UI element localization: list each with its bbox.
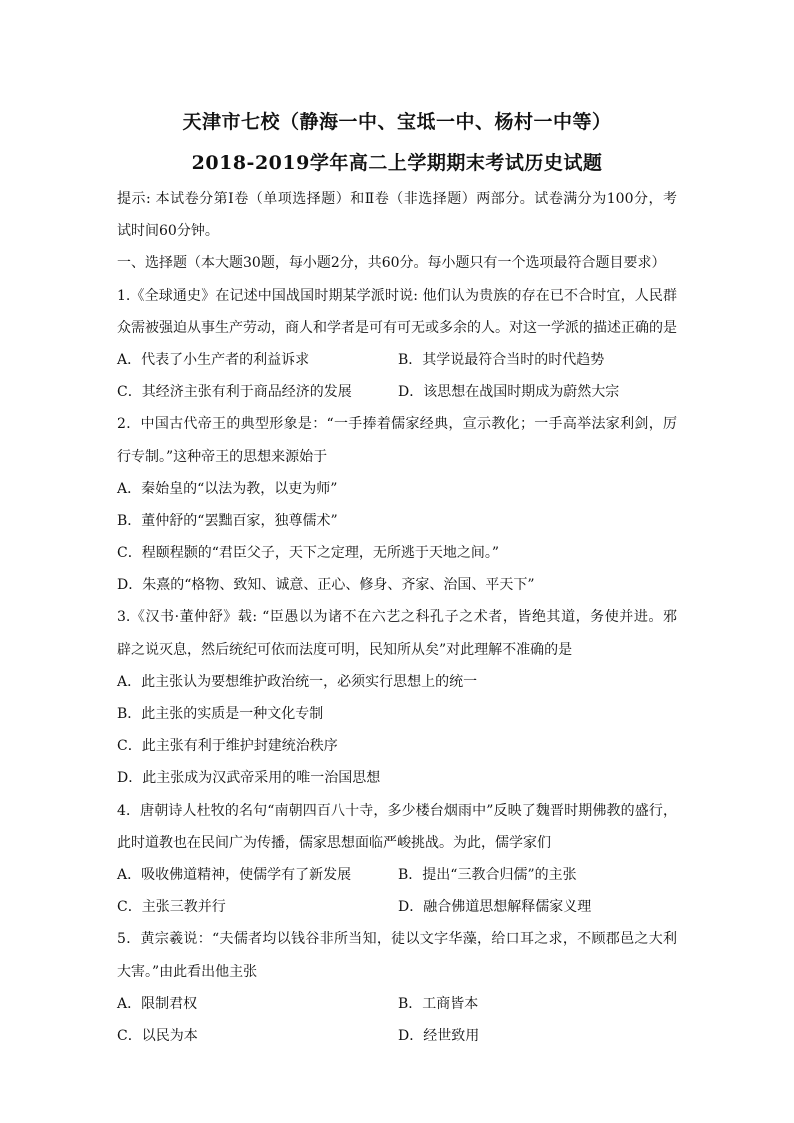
option-b: B．其学说最符合当时的时代趋势	[398, 351, 605, 368]
option-a: A．限制君权	[117, 995, 198, 1012]
option-a: A．代表了小生产者的利益诉求	[117, 351, 310, 368]
exam-title-line1: 天津市七校（静海一中、宝坻一中、杨村一中等）	[182, 111, 612, 133]
notice-line: 试时间60分钟。	[117, 223, 219, 240]
option-d: D．经世致用	[398, 1027, 480, 1044]
question-4-options-row	[117, 891, 677, 923]
question-2-stem: 2．中国古代帝王的典型形象是：“一手捧着儒家经典，宣示教化；一手高举法家利剑，厉	[117, 416, 677, 433]
option-b: B．董仲舒的“罢黜百家，独尊儒术”	[117, 512, 338, 529]
option-d: D．该思想在战国时期成为蔚然大宗	[398, 384, 620, 401]
option-a: A．秦始皇的“以法为教，以吏为师”	[117, 480, 338, 497]
option-c: C．以民为本	[117, 1027, 198, 1044]
question-3-stem: 辟之说灭息，然后统纪可依而法度可明，民知所从矣”对此理解不准确的是	[117, 641, 573, 658]
question-5-options-row	[117, 1020, 677, 1052]
option-c: C．其经济主张有利于商品经济的发展	[117, 384, 352, 401]
notice-line: 提示: 本试卷分第Ⅰ卷（单项选择题）和Ⅱ卷（非选择题）两部分。试卷满分为100分，考	[117, 191, 677, 207]
option-b: B．工商皆本	[398, 995, 479, 1012]
question-5-options-row	[117, 988, 677, 1020]
option-c: C．程颐程颢的“君臣父子，天下之定理，无所逃于天地之间。”	[117, 545, 500, 562]
question-4-stem: 4．唐朝诗人杜牧的名句“南朝四百八十寺，多少楼台烟雨中”反映了魏晋时期佛教的盛行，	[117, 802, 677, 819]
option-c: C．主张三教并行	[117, 899, 226, 916]
question-1-stem: 众需被强迫从事生产劳动，商人和学者是可有可无或多余的人。对这一学派的描述正确的是	[117, 319, 677, 336]
section-heading: 一、选择题（本大题30题，每小题2分，共60分。每小题只有一个选项最符合题目要求）	[117, 255, 666, 272]
option-b: B．提出“三教合归儒”的主张	[398, 866, 577, 883]
option-b: B．此主张的实质是一种文化专制	[117, 706, 324, 722]
question-2-stem: 行专制。”这种帝王的思想来源始于	[117, 448, 328, 465]
question-5-stem: 大害。”由此看出他主张	[117, 963, 258, 980]
option-c: C．此主张有利于维护封建统治秩序	[117, 738, 338, 755]
question-1-options-row	[117, 376, 677, 408]
option-d: D．此主张成为汉武帝采用的唯一治国思想	[117, 770, 381, 787]
exam-body	[117, 183, 677, 1052]
question-1-stem: 1.《全球通史》在记述中国战国时期某学派时说: 他们认为贵族的存在已不合时宜，人民群	[117, 287, 677, 304]
option-d: D．融合佛道思想解释儒家义理	[398, 899, 592, 916]
option-a: A．此主张认为要想维护政治统一，必须实行思想上的统一	[117, 673, 478, 690]
question-4-options-row	[117, 859, 677, 891]
exam-title-line2: 2018-2019学年高二上学期期末考试历史试题	[191, 152, 603, 174]
option-d: D．朱熹的“格物、致知、诚意、正心、修身、齐家、治国、平天下”	[117, 577, 535, 594]
option-a: A．吸收佛道精神，使儒学有了新发展	[117, 866, 352, 883]
question-5-stem: 5．黄宗羲说：“夫儒者均以钱谷非所当知，徒以文字华藻，给口耳之求，不顾郡邑之大利	[117, 931, 677, 948]
question-4-stem: 此时道教也在民间广为传播，儒家思想面临严峻挑战。为此，儒学家们	[117, 834, 551, 851]
question-1-options-row	[117, 344, 677, 376]
question-3-stem: 3.《汉书·董仲舒》载: “臣愚以为诸不在六艺之科孔子之术者，皆绝其道，务使并进。邪	[117, 609, 677, 626]
